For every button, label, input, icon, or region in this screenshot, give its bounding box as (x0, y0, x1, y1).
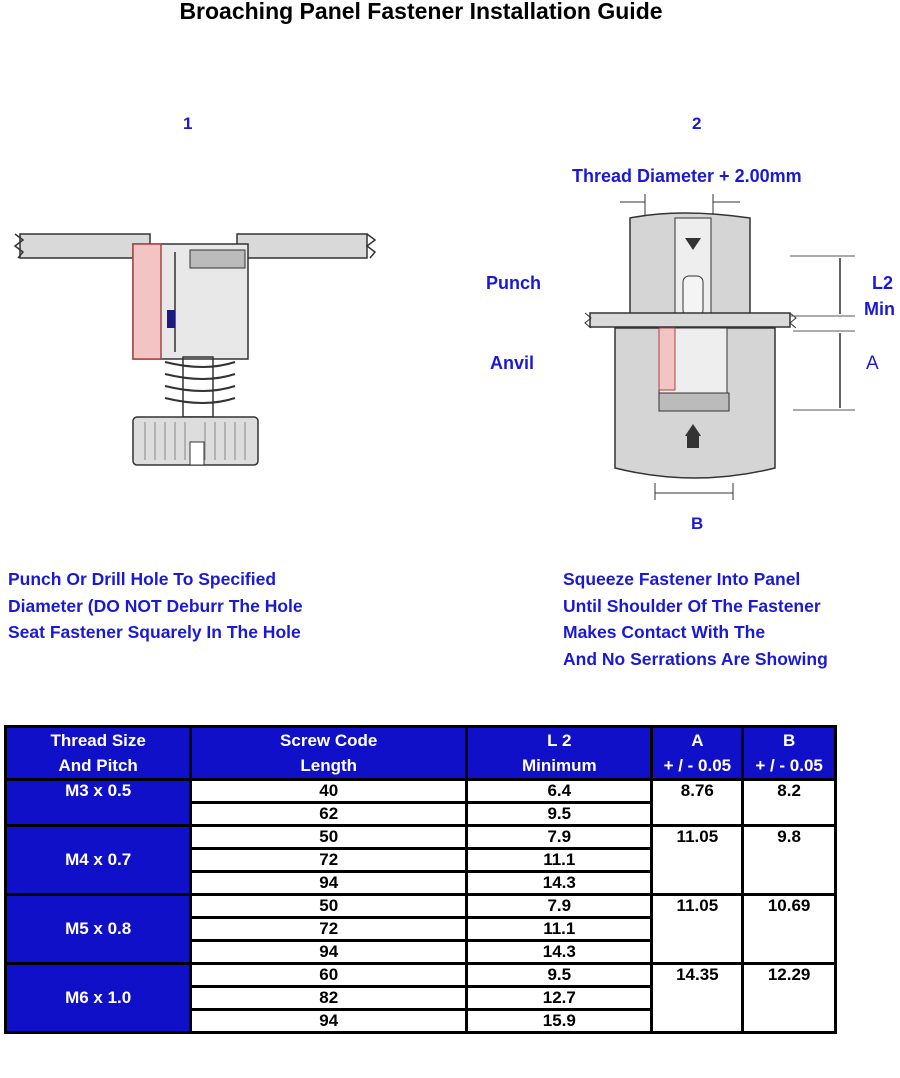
length-cell: 94 (191, 941, 467, 964)
step-2-diagram (575, 188, 855, 503)
length-cell: 60 (191, 964, 467, 987)
a-cell: 14.35 (652, 964, 743, 1033)
l2-cell: 14.3 (467, 872, 652, 895)
l2-cell: 11.1 (467, 849, 652, 872)
b-cell: 10.69 (743, 895, 836, 964)
table-row (6, 826, 836, 849)
thread-size-cell: M5 x 0.8 (6, 895, 191, 964)
l2-cell: 11.1 (467, 918, 652, 941)
l2-cell: 15.9 (467, 1010, 652, 1033)
page-title: Broaching Panel Fastener Installation Guide (179, 0, 663, 24)
step-2-text (563, 566, 828, 672)
l2-cell: 9.5 (467, 964, 652, 987)
step-1-number: 1 (183, 114, 193, 133)
length-cell: 72 (191, 918, 467, 941)
b-cell: 12.29 (743, 964, 836, 1033)
header-b: B + / - 0.05 (743, 727, 836, 780)
length-cell: 82 (191, 987, 467, 1010)
a-cell: 11.05 (652, 895, 743, 964)
l2-cell: 7.9 (467, 826, 652, 849)
thread-diameter-label: Thread Diameter + 2.00mm (572, 166, 802, 186)
b-label: B (691, 514, 704, 533)
step-1-text (8, 566, 303, 646)
anvil-label: Anvil (490, 353, 535, 373)
length-cell: 62 (191, 803, 467, 826)
a-cell: 8.76 (652, 780, 743, 826)
header-l2: L 2 Minimum (467, 727, 652, 780)
header-thread-size: Thread Size And Pitch (6, 727, 191, 780)
step-1-line: Diameter (DO NOT Deburr The Hole (8, 595, 303, 616)
min-label: Min (864, 299, 895, 319)
fastener-spec-table (4, 725, 837, 1034)
l2-cell: 12.7 (467, 987, 652, 1010)
punch-label: Punch (486, 273, 542, 293)
header-screw-code: Screw Code Length (191, 727, 467, 780)
b-cell: 8.2 (743, 780, 836, 826)
step-2-line: Until Shoulder Of The Fastener (563, 595, 821, 616)
thread-size-cell: M3 x 0.5 (6, 780, 191, 826)
length-cell: 94 (191, 872, 467, 895)
table-header-row (6, 727, 836, 780)
l2-label: L2 (872, 273, 894, 293)
step-1-diagram (5, 222, 385, 477)
thread-size-cell: M4 x 0.7 (6, 826, 191, 895)
step-1-line: Seat Fastener Squarely In The Hole (8, 622, 301, 642)
a-cell: 11.05 (652, 826, 743, 895)
header-a: A + / - 0.05 (652, 727, 743, 780)
l2-cell: 7.9 (467, 895, 652, 918)
step-2-line: Squeeze Fastener Into Panel (563, 569, 801, 589)
step-2-number: 2 (692, 114, 702, 133)
length-cell: 40 (191, 780, 467, 803)
table-row (6, 780, 836, 803)
step-2-line: Makes Contact With The (563, 622, 766, 642)
a-label: A (866, 353, 879, 374)
l2-cell: 6.4 (467, 780, 652, 803)
length-cell: 50 (191, 895, 467, 918)
thread-size-cell: M6 x 1.0 (6, 964, 191, 1033)
l2-cell: 14.3 (467, 941, 652, 964)
length-cell: 94 (191, 1010, 467, 1033)
length-cell: 50 (191, 826, 467, 849)
length-cell: 72 (191, 849, 467, 872)
b-cell: 9.8 (743, 826, 836, 895)
l2-cell: 9.5 (467, 803, 652, 826)
step-2-line: And No Serrations Are Showing (563, 648, 828, 669)
table-row (6, 895, 836, 918)
step-1-line: Punch Or Drill Hole To Specified (8, 569, 277, 589)
table-row (6, 964, 836, 987)
